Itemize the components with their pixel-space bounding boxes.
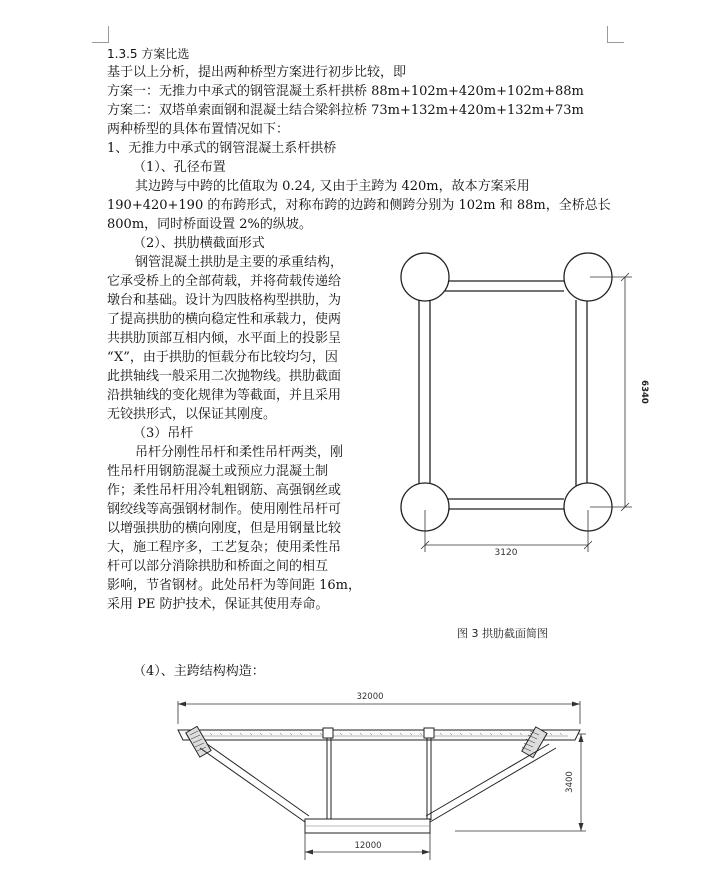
deck-slab bbox=[178, 730, 580, 740]
sub3-text-line: 大，施工程序多，工艺复杂；使用柔性吊 bbox=[107, 540, 342, 555]
dim-height-label: 6340 bbox=[639, 380, 649, 404]
sub3-text-line: 杆可以部分消除拱肋和桥面之间的相互 bbox=[107, 559, 329, 574]
sub3-text-line: 钢绞线等高强钢材制作。使用刚性吊杆可 bbox=[107, 502, 342, 517]
sub2-text-line: “X”，由于拱肋的恒载分布比较均匀，因 bbox=[107, 350, 338, 365]
sub1-title: （1）、孔径布置 bbox=[133, 160, 226, 175]
dim-arrow bbox=[572, 702, 580, 707]
dim-arrow bbox=[305, 850, 313, 855]
sub3-text-line: 影响，节省钢材。此处吊杆为等间距 16m， bbox=[107, 578, 362, 593]
sub2-text-line: 它承受桥上的全部荷载，并将荷载传递给 bbox=[107, 274, 342, 289]
sub3-text-line: 作；柔性吊杆用冷轧粗钢筋、高强钢丝或 bbox=[107, 483, 342, 498]
sub3-title: （3）吊杆 bbox=[133, 426, 194, 441]
sub3-text-line: 性吊杆用钢筋混凝土或预应力混凝土制 bbox=[107, 464, 329, 479]
section-one-title: 1、无推力中承式的钢管混凝土系杆拱桥 bbox=[107, 141, 337, 156]
sub3-text-line: 以增强拱肋的横向刚度，但是用钢量比较 bbox=[107, 521, 342, 536]
layout-intro: 两种桥型的具体布置情况如下： bbox=[107, 122, 290, 137]
inclined-rib-left-inner bbox=[207, 744, 309, 816]
sub2-text-line: 无铰拱形式，以保证其刚度。 bbox=[107, 407, 277, 422]
sub2-text-line: 墩台和基础。设计为四肢格构型拱肋，为 bbox=[107, 293, 342, 308]
sub2-text-line: 沿拱轴线的变化规律为等截面，并且采用 bbox=[107, 388, 342, 403]
sub1-text-line: 其边跨与中跨的比值取为 0.24, 又由于主跨为 420m，故本方案采用 bbox=[135, 179, 530, 194]
sub2-title: （2）、拱肋横截面形式 bbox=[133, 236, 265, 251]
dim-top-label: 32000 bbox=[356, 692, 384, 702]
hanger-anchor bbox=[424, 728, 434, 738]
hanger-anchor bbox=[323, 728, 333, 738]
section-heading: 1.3.5 方案比选 bbox=[107, 47, 190, 61]
dim-right-label: 3400 bbox=[565, 771, 575, 793]
plan-two: 方案二：双塔单索面钢和混凝土结合梁斜拉桥 73m+132m+420m+132m+73m bbox=[107, 103, 584, 118]
inclined-rib-right bbox=[430, 748, 556, 822]
sub2-text-line: 此拱轴线一般采用二次抛物线。拱肋截面 bbox=[107, 369, 342, 384]
sub3-text-line: 采用 PE 防护技术，保证其使用寿命。 bbox=[107, 597, 329, 612]
sub1-text-line: 190+420+190 的布跨形式，对称布跨的边跨和侧跨分别为 102m 和 88m，全桥总长 bbox=[107, 198, 611, 213]
dim-arrow bbox=[178, 702, 186, 707]
sub2-text-line: 了提高拱肋的横向稳定性和承载力，使两 bbox=[107, 312, 342, 327]
plan-one: 方案一：无推力中承式的钢管混凝土系杆拱桥 88m+102m+420m+102m+88m bbox=[107, 84, 584, 99]
dim-arrow bbox=[422, 850, 430, 855]
sub2-text-line: 共拱肋顶部互相内倾，水平面上的投影呈 bbox=[107, 331, 342, 346]
inclined-rib-left bbox=[200, 748, 305, 822]
sub4-title: （4）、主跨结构构造： bbox=[133, 664, 265, 679]
sub1-text-line: 800m，同时桥面设置 2%的纵坡。 bbox=[107, 217, 312, 232]
sub3-text-line: 吊杆分刚性吊杆和柔性吊杆两类，刚 bbox=[135, 445, 344, 460]
intro-paragraph: 基于以上分析，提出两种桥型方案进行初步比较，即 bbox=[107, 65, 407, 80]
dim-arrow bbox=[579, 823, 584, 831]
dim-bottom-label: 12000 bbox=[354, 841, 382, 851]
inclined-rib-right-inner bbox=[426, 744, 549, 816]
sub2-text-line: 钢管混凝土拱肋是主要的承重结构， bbox=[135, 255, 344, 270]
figure-3-caption: 图 3 拱肋截面简图 bbox=[457, 627, 548, 640]
dim-width-label: 3120 bbox=[494, 548, 518, 558]
dim-arrow bbox=[579, 734, 584, 742]
